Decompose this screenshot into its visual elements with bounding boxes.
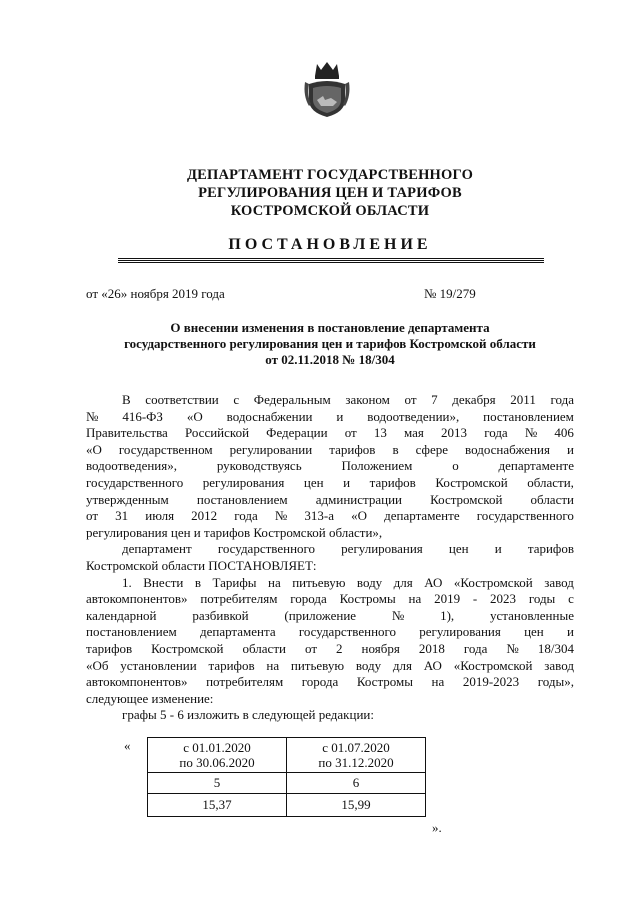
body-word: тарифов [208, 657, 255, 673]
body-word: года [463, 640, 488, 656]
body-word: города [301, 674, 339, 690]
body-word: № [524, 425, 538, 441]
body-word: № [274, 508, 288, 524]
table-close-quote: ». [432, 820, 442, 835]
body-word: 2018 [418, 640, 445, 656]
body-word: Федеральным [253, 392, 331, 407]
body-word: для [393, 574, 413, 590]
body-word: водоотведении», [367, 408, 460, 424]
body-word: Федерации [266, 425, 328, 441]
body-word: утвержденным [86, 491, 169, 507]
body-word: водоотведения», [86, 458, 177, 474]
body-word: Костромы [339, 591, 396, 607]
body-word: от [304, 640, 317, 656]
body-word: руководствуясь [216, 458, 302, 474]
body-word: регулировании [229, 441, 313, 457]
body-word: на [431, 674, 445, 690]
body-word: 2019 [434, 591, 461, 607]
body-word: 313-а [304, 508, 335, 524]
body-text: следующее изменение: [86, 690, 214, 706]
body-word: 1. [122, 574, 132, 590]
department-name [120, 166, 540, 220]
body-text: Костромской области ПОСТАНОВЛЯЕТ: [86, 557, 317, 573]
body-word: 416-ФЗ [122, 408, 163, 424]
body-word: 7 [431, 392, 438, 407]
body-word: потребителям [206, 674, 284, 690]
body-word: Российской [184, 425, 250, 441]
body-line-18 [86, 674, 574, 691]
body-text: графы 5 - 6 изложить в следующей редакции: [122, 707, 374, 723]
subject-line-1: О внесении изменения в постановление департамента [170, 320, 490, 335]
department-line-3: КОСТРОМСКОЙ ОБЛАСТИ [230, 203, 430, 219]
document-subject [86, 320, 574, 368]
document-number: № 19/279 [424, 286, 476, 301]
body-word: тарифов [527, 541, 574, 557]
body-word: государственного [298, 624, 397, 640]
body-word: на [267, 574, 281, 590]
body-line-5 [86, 458, 574, 475]
body-word: области, [527, 474, 574, 490]
period-start: с 01.01.2020 [183, 740, 251, 755]
body-word: о [452, 458, 459, 474]
tariff-value-cell: 15,37 [148, 794, 287, 817]
body-word: сфере [415, 441, 449, 457]
header-rule [118, 258, 544, 264]
body-word: тарифов [329, 441, 376, 457]
body-word: 1), [440, 607, 455, 623]
body-word: 2 [336, 640, 343, 656]
body-word: Костромской [435, 474, 508, 490]
body-text: регулирования цен и тарифов Костромской области», [86, 524, 383, 540]
body-word: июля [145, 508, 175, 524]
body-word: № [86, 408, 99, 424]
body-line-9 [86, 525, 574, 542]
body-line-4 [86, 442, 574, 459]
body-word: государственного [476, 508, 574, 524]
body-word: тарифов [369, 474, 416, 490]
body-word: «О [351, 508, 368, 524]
period-end: по 31.12.2020 [318, 755, 394, 770]
body-word: потребителям [200, 591, 278, 607]
body-word: цен [524, 624, 544, 640]
body-line-7 [86, 492, 574, 509]
table-column-number-row [148, 773, 426, 794]
body-word: № [391, 607, 405, 623]
body-word: 2013 [441, 425, 468, 441]
body-word: государственного [86, 474, 184, 490]
table-header-row [148, 738, 426, 773]
body-word: 31 [115, 508, 129, 524]
body-word: постановлением [483, 408, 574, 424]
body-word: 406 [554, 425, 574, 441]
body-word: и [566, 441, 574, 457]
document-type-title: ПОСТАНОВЛЕНИЕ [228, 236, 432, 253]
body-word: с [568, 591, 574, 607]
body-word: Костромской [151, 640, 224, 656]
body-word: «О [186, 408, 203, 424]
body-word: автокомпонентов» [86, 591, 188, 607]
body-word: ноября [361, 640, 400, 656]
body-word: и [566, 624, 574, 640]
body-word: Костромы [356, 674, 413, 690]
body-line-12 [86, 575, 574, 592]
body-word: «Костромской [453, 574, 533, 590]
body-word: соответствии [145, 392, 219, 407]
body-word: 2019-2023 [462, 674, 520, 690]
body-word: 2011 [510, 392, 536, 407]
document-date: от «26» ноября 2019 года [86, 286, 225, 301]
body-word: на [266, 657, 280, 673]
body-word: от [404, 392, 417, 407]
body-word: департамент [122, 541, 192, 557]
document-body [86, 392, 574, 724]
body-word: Костромской [430, 491, 503, 507]
body-word: «Об [86, 657, 109, 673]
body-word: Положением [341, 458, 413, 474]
body-word: департаменте [384, 508, 460, 524]
table-header-cell [148, 738, 287, 773]
subject-line-2: государственного регулирования цен и тарифов Костромской области [124, 336, 536, 351]
period-start: с 01.07.2020 [322, 740, 390, 755]
body-word: государственного [217, 541, 316, 557]
body-word: декабря [452, 392, 496, 407]
body-word: завод [544, 574, 574, 590]
body-word: «Костромской [453, 657, 533, 673]
department-line-1: ДЕПАРТАМЕНТ ГОСУДАРСТВЕННОГО [186, 167, 474, 183]
body-word: - [472, 591, 478, 607]
body-word: регулирования [341, 541, 423, 557]
body-word: и [494, 541, 502, 557]
body-word: календарной [86, 607, 157, 623]
body-word: законом [345, 392, 390, 407]
body-word: В [122, 392, 131, 407]
body-line-16 [86, 641, 574, 658]
body-word: установленные [490, 607, 574, 623]
tariff-value-cell: 15,99 [287, 794, 426, 817]
body-word: АО [423, 657, 442, 673]
body-line-1 [86, 392, 574, 409]
body-line-8 [86, 508, 574, 525]
body-word: годы [528, 591, 556, 607]
department-line-2: РЕГУЛИРОВАНИЯ ЦЕН И ТАРИФОВ [198, 185, 462, 201]
body-word: в [194, 574, 201, 590]
body-word: на [408, 591, 422, 607]
body-word: завод [544, 657, 574, 673]
body-line-15 [86, 624, 574, 641]
period-end: по 30.06.2020 [179, 755, 255, 770]
body-word: департаменте [498, 458, 574, 474]
subject-line-3: от 02.11.2018 № 18/304 [265, 352, 395, 367]
column-number-cell: 6 [287, 773, 426, 794]
body-word: питьевую [290, 657, 345, 673]
body-word: цен [448, 541, 469, 557]
body-word: департамента [199, 624, 276, 640]
body-word: в [392, 441, 399, 457]
tariff-table [147, 737, 426, 817]
table-row [148, 794, 426, 817]
table-open-quote: « [124, 738, 131, 753]
body-word: водоснабжения [465, 441, 550, 457]
body-word: воду [355, 657, 382, 673]
body-word: водоснабжении [226, 408, 313, 424]
body-word: города [290, 591, 327, 607]
body-word: автокомпонентов» [86, 674, 188, 690]
table-header-cell [287, 738, 426, 773]
column-number-cell: 5 [148, 773, 287, 794]
body-word: воду [356, 574, 383, 590]
body-word: для [392, 657, 413, 673]
body-word: и [336, 408, 344, 424]
body-word: года [234, 508, 258, 524]
body-line-13 [86, 591, 574, 608]
body-word: 2012 [191, 508, 218, 524]
body-word: с [233, 392, 240, 407]
body-word: области [242, 640, 286, 656]
body-word: (приложение [284, 607, 357, 623]
body-word: АО [424, 574, 443, 590]
body-word: регулирования [419, 624, 501, 640]
body-word: Правительства [86, 425, 168, 441]
body-line-17 [86, 658, 574, 675]
body-word: года [550, 392, 574, 407]
body-word: года [484, 425, 508, 441]
body-word: тарифов [86, 640, 133, 656]
body-line-20 [86, 707, 574, 724]
body-word: 13 [373, 425, 387, 441]
body-word: области [530, 491, 574, 507]
body-word: администрации [315, 491, 402, 507]
body-word: постановлением [86, 624, 177, 640]
body-word: от [86, 508, 99, 524]
coat-of-arms-icon [303, 60, 351, 118]
body-line-3 [86, 425, 574, 442]
body-line-10 [86, 541, 574, 558]
body-word: «О [86, 441, 102, 457]
body-word: питьевую [292, 574, 346, 590]
body-word: установлении [120, 657, 197, 673]
body-word: от [344, 425, 357, 441]
body-line-6 [86, 475, 574, 492]
body-word: регулирования [202, 474, 285, 490]
body-line-11 [86, 558, 574, 575]
body-word: постановлением [196, 491, 288, 507]
body-word: мая [404, 425, 424, 441]
body-word: разбивкой [192, 607, 249, 623]
body-line-2 [86, 409, 574, 426]
body-word: Тарифы [212, 574, 257, 590]
body-word: 18/304 [537, 640, 574, 656]
body-word: 2023 [490, 591, 517, 607]
body-word: цен [303, 474, 324, 490]
body-word: и [343, 474, 351, 490]
body-word: государственном [118, 441, 213, 457]
body-word: Внести [143, 574, 184, 590]
body-word: № [506, 640, 519, 656]
body-line-14 [86, 608, 574, 625]
body-word: годы», [537, 674, 574, 690]
body-line-19 [86, 691, 574, 708]
